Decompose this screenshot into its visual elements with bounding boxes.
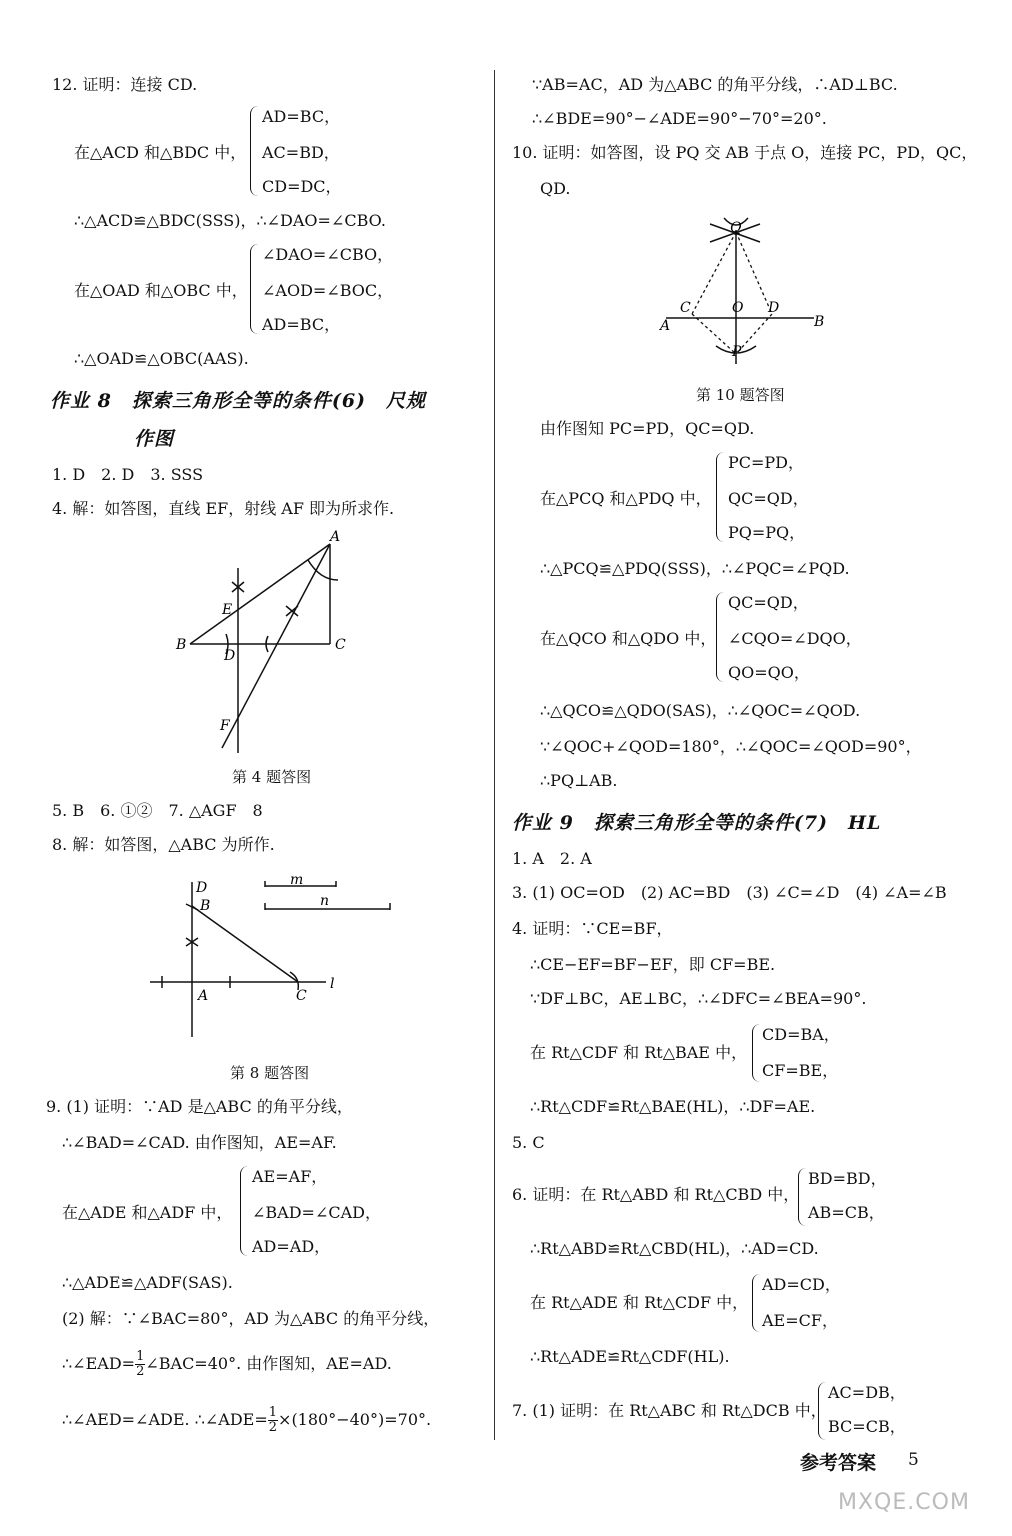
hw8-q8: 8. 解：如答图，△ABC 为所作.: [52, 835, 275, 854]
q10-brace2-prefix: 在△QCO 和△QDO 中，: [540, 629, 717, 648]
q9-line6: [62, 1406, 431, 1435]
q9-line1: 9. (1) 证明：∵AD 是△ABC 的角平分线，: [46, 1097, 353, 1116]
q9-line6-a: ∴∠AED=∠ADE. ∴∠ADE=: [62, 1410, 268, 1429]
brace-line: AC=BD，: [262, 143, 340, 162]
hw9-q6-line1: ∴Rt△ABD≌Rt△CBD(HL)，∴AD=CD.: [530, 1239, 819, 1258]
fig10-label-D: D: [768, 300, 780, 316]
fig8-label-m: m: [290, 872, 304, 888]
brace-line: QC=QD，: [728, 489, 809, 508]
fig4-label-B: B: [176, 637, 187, 653]
q9-line4: (2) 解：∵∠BAC=80°，AD 为△ABC 的角平分线，: [62, 1309, 440, 1328]
q10-line3: 由作图知 PC=PD，QC=QD.: [540, 419, 755, 438]
brace-line: ∠DAO=∠CBO，: [262, 245, 394, 264]
hw9-ans3: 3. (1) OC=OD (2) AC=BD (3) ∠C=∠D (4) ∠A=∠B: [512, 883, 947, 902]
q9-brace-prefix: 在△ADE 和△ADF 中，: [62, 1203, 233, 1222]
fig10-label-A: A: [660, 318, 671, 334]
q10-line4: ∴△PCQ≌△PDQ(SSS)，∴∠PQC=∠PQD.: [540, 559, 850, 578]
fig10-label-Q: Q: [730, 220, 742, 236]
fig4-caption: 第 4 题答图: [232, 768, 312, 786]
brace: [716, 592, 725, 682]
brace-line: QC=QD，: [728, 593, 809, 612]
column-divider: [494, 70, 495, 1440]
brace: [250, 106, 259, 196]
fig10-label-P: P: [732, 344, 742, 360]
brace-line: AE=AF，: [252, 1167, 328, 1186]
hw9-title: 作业 9 探索三角形全等的条件(7) HL: [512, 812, 882, 834]
hw9-q6-brace2-prefix: 在 Rt△ADE 和 Rt△CDF 中，: [530, 1293, 749, 1312]
fig4-label-F: F: [220, 718, 230, 734]
fig4-label-C: C: [335, 637, 346, 653]
hw8-ans5: 5. B 6. ①② 7. △AGF 8: [52, 801, 263, 820]
hw9-q4-line4: ∴Rt△CDF≌Rt△BAE(HL)，∴DF=AE.: [530, 1097, 816, 1116]
page-number: 5: [908, 1450, 919, 1470]
frac-den: 2: [268, 1420, 278, 1435]
brace-line: BD=BD，: [808, 1169, 887, 1188]
brace-line: QO=QO，: [728, 663, 810, 682]
brace-line: AD=CD，: [762, 1275, 841, 1294]
hw8-q4: 4. 解：如答图，直线 EF，射线 AF 即为所求作.: [52, 499, 395, 518]
fig10-label-C: C: [680, 300, 691, 316]
q9-line3: ∴△ADE≌△ADF(SAS).: [62, 1273, 233, 1292]
footer-label: 参考答案: [800, 1452, 877, 1474]
fig8-label-B: B: [200, 898, 211, 914]
fig10-caption: 第 10 题答图: [696, 386, 785, 404]
brace-line: BC=CB，: [828, 1417, 906, 1436]
brace: [716, 452, 725, 542]
q10-line6: ∵∠QOC+∠QOD=180°，∴∠QOC=∠QOD=90°，: [540, 737, 922, 756]
q9-line5-a: ∴∠EAD=: [62, 1354, 136, 1373]
hw9-q6-brace-prefix: 6. 证明：在 Rt△ABD 和 Rt△CBD 中，: [512, 1185, 800, 1204]
brace-line: AD=AD，: [252, 1237, 331, 1256]
fig4-label-A: A: [330, 529, 341, 545]
brace-line: CF=BE，: [762, 1061, 839, 1080]
brace-line: AD=BC，: [262, 315, 341, 334]
hw9-ans1: 1. A 2. A: [512, 849, 592, 868]
frac-den: 2: [136, 1364, 145, 1379]
brace-line: ∠BAD=∠CAD，: [252, 1203, 381, 1222]
q12-brace1-prefix: 在△ACD 和△BDC 中，: [74, 143, 247, 162]
fig8-label-C: C: [296, 988, 307, 1004]
q10-line1: 10. 证明：如答图，设 PQ 交 AB 于点 O，连接 PC，PD，QC，: [512, 143, 978, 162]
brace-line: CD=BA，: [762, 1025, 840, 1044]
r-line2: ∴∠BDE=90°−∠ADE=90°−70°=20°.: [532, 109, 827, 128]
brace: [752, 1024, 761, 1082]
q10-line2: QD.: [540, 179, 571, 198]
fig8-label-l: l: [330, 976, 335, 992]
brace: [818, 1382, 827, 1440]
q10-line5: ∴△QCO≌△QDO(SAS)，∴∠QOC=∠QOD.: [540, 701, 861, 720]
fraction-half: [135, 1350, 145, 1379]
hw9-q4-line3: ∵DF⊥BC，AE⊥BC，∴∠DFC=∠BEA=90°.: [530, 989, 867, 1008]
figure-q4: [170, 528, 360, 760]
brace-line: CD=DC，: [262, 177, 342, 196]
fig10-label-B: B: [814, 314, 825, 330]
brace: [250, 244, 259, 334]
fig4-label-D: D: [224, 648, 236, 664]
fraction-half: [268, 1406, 278, 1435]
q12-line2: ∴△ACD≌△BDC(SSS)，∴∠DAO=∠CBO.: [74, 211, 386, 230]
brace-line: AD=BC，: [262, 107, 341, 126]
brace-line: ∠AOD=∠BOC，: [262, 281, 394, 300]
q9-line5-b: ∠BAC=40°. 由作图知，AE=AD.: [145, 1354, 392, 1373]
hw9-q4-line1: 4. 证明：∵CE=BF，: [512, 919, 673, 938]
fig8-caption: 第 8 题答图: [230, 1064, 310, 1082]
fig8-label-n: n: [320, 893, 330, 909]
figure-q8: [140, 872, 400, 1042]
hw8-title: 作业 8 探索三角形全等的条件(6) 尺规: [50, 390, 427, 412]
r-line1: ∵AB=AC，AD 为△ABC 的角平分线，∴AD⊥BC.: [532, 75, 898, 94]
brace: [240, 1166, 249, 1256]
q12-brace2-prefix: 在△OAD 和△OBC 中，: [74, 281, 248, 300]
brace: [798, 1168, 807, 1226]
q9-line2: ∴∠BAD=∠CAD. 由作图知，AE=AF.: [62, 1133, 337, 1152]
q10-brace1-prefix: 在△PCQ 和△PDQ 中，: [540, 489, 712, 508]
brace-line: AE=CF，: [762, 1311, 838, 1330]
q9-line6-b: ×(180°−40°)=70°.: [278, 1410, 432, 1429]
brace-line: PC=PD，: [728, 453, 805, 472]
frac-num: 1: [268, 1405, 278, 1420]
fig8-label-D: D: [196, 880, 208, 896]
brace-line: AC=DB，: [828, 1383, 906, 1402]
hw8-title-cont: 作图: [134, 428, 175, 450]
brace-line: ∠CQO=∠DQO，: [728, 629, 862, 648]
brace-line: PQ=PQ，: [728, 523, 806, 542]
figure-q10: [654, 214, 834, 374]
hw9-ans5: 5. C: [512, 1133, 545, 1152]
hw9-q4-brace-prefix: 在 Rt△CDF 和 Rt△BAE 中，: [530, 1043, 748, 1062]
q12-line1: 12. 证明：连接 CD.: [52, 75, 198, 94]
fig8-label-A: A: [198, 988, 209, 1004]
hw9-q6-line2: ∴Rt△ADE≌Rt△CDF(HL).: [530, 1347, 730, 1366]
hw9-q4-line2: ∴CE−EF=BF−EF，即 CF=BE.: [530, 955, 776, 974]
fig10-label-O: O: [732, 300, 744, 316]
fig4-label-E: E: [222, 602, 233, 618]
q12-line3: ∴△OAD≌△OBC(AAS).: [74, 349, 249, 368]
frac-num: 1: [136, 1349, 145, 1364]
brace: [752, 1274, 761, 1332]
watermark: MXQE.COM: [838, 1490, 970, 1515]
brace-line: AB=CB，: [808, 1203, 885, 1222]
hw9-q7-brace-prefix: 7. (1) 证明：在 Rt△ABC 和 Rt△DCB 中，: [512, 1401, 827, 1420]
hw8-ans1: 1. D 2. D 3. SSS: [52, 465, 204, 484]
q9-line5: [62, 1350, 392, 1379]
q10-line7: ∴PQ⊥AB.: [540, 771, 618, 790]
